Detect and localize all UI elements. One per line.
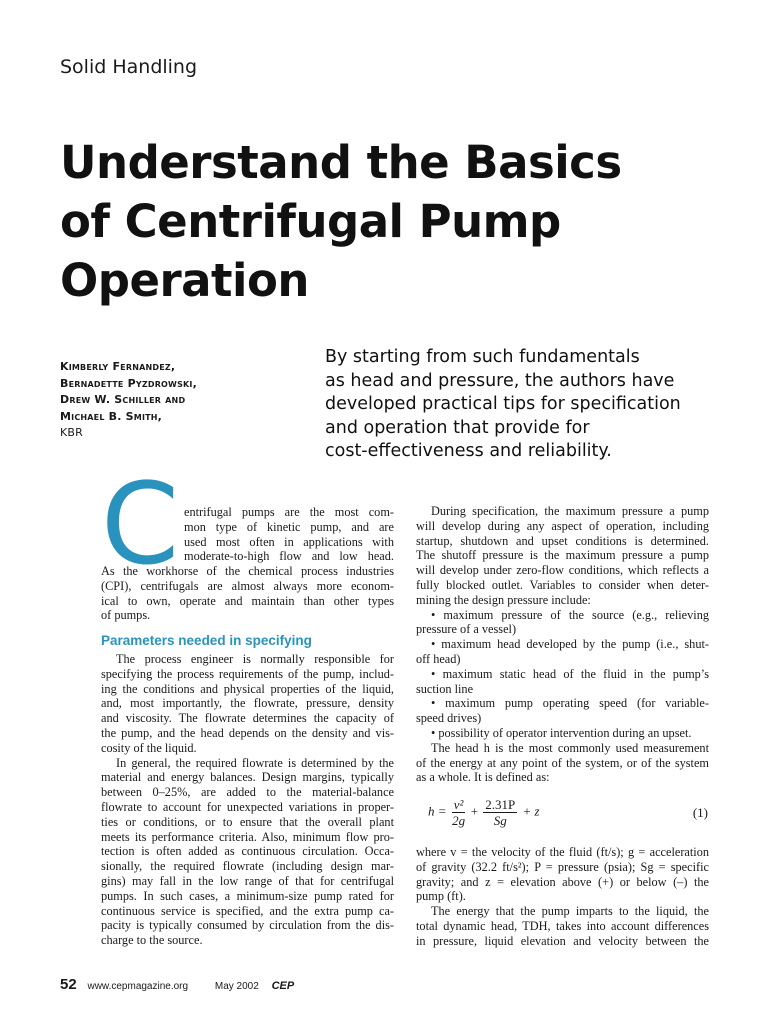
author-line: Drew W. Schiller and — [60, 393, 186, 406]
author-block — [60, 359, 197, 442]
text-line: pumps. In such cases, a minimum-size pump rated for — [101, 888, 394, 903]
text-line: gravity; and z = elevation above (+) or below (–) the — [416, 874, 709, 889]
text-line: (CPI), centrifugals are almost always more econom- — [101, 578, 394, 593]
text-line: suction line — [416, 681, 474, 696]
equation-fraction-pressure — [483, 797, 517, 828]
title-line: Operation — [60, 254, 309, 307]
text-line: as a whole. It is defined as: — [416, 770, 550, 785]
text-line: continuous service is specified, and the extra pump ca- — [101, 903, 394, 918]
text-line: pump (ft). — [416, 889, 466, 904]
bullet-line: • maximum pressure of the source (e.g., relieving — [431, 607, 709, 622]
bullet-line: • maximum pump operating speed (for variable- — [431, 696, 709, 711]
left-column-body — [101, 652, 394, 948]
author-line: Michael B. Smith, — [60, 409, 163, 423]
text-line: The process engineer is normally responsible for — [116, 652, 394, 666]
text-line: mining the design pressure include: — [416, 592, 591, 607]
equation-fraction-velocity — [452, 797, 466, 828]
text-line: of pumps. — [101, 608, 151, 623]
text-line: and, most importantly, the flowrate, pressure, density — [101, 696, 394, 711]
intro-paragraph — [101, 564, 394, 623]
page-footer — [60, 976, 294, 993]
text-line: gins) may fall in the low range of that for centrifugal — [101, 873, 394, 888]
author-line: Kimberly Fernandez, — [60, 360, 176, 373]
author-affiliation: KBR — [60, 426, 84, 439]
text-line: meets its performance criteria. Also, minimum flow pro- — [101, 829, 394, 844]
text-line: the pump, and the head depends on the density and vis- — [101, 725, 394, 740]
text-line: sionally, the required flowrate (including design mar- — [101, 859, 394, 874]
text-line: used most often in applications with — [184, 534, 394, 549]
text-line: in pressure, liquid elevation and velocity between the — [416, 933, 709, 948]
fraction-numerator: v² — [453, 797, 464, 812]
fraction-numerator: 2.31P — [485, 797, 516, 812]
text-line: In general, the required flowrate is determined by the — [116, 755, 394, 770]
text-line: ties or conditions, or to ensure that the overall plant — [101, 814, 394, 829]
text-line: will develop under zero-flow conditions, which reflects a — [416, 563, 709, 578]
text-line: mon type of kinetic pump, and are — [184, 519, 394, 534]
text-line: fully blocked outlet. Variables to consider when deter- — [416, 577, 709, 592]
text-line: material and energy balances. Design margins, typically — [101, 770, 394, 785]
text-line: moderate-to-high flow and low head. — [184, 549, 394, 564]
text-line: will develop during any aspect of operation, including — [416, 518, 709, 533]
text-line: startup, shutdown and upset conditions is determined. — [416, 533, 709, 548]
bullet-line: • maximum head developed by the pump (i.e., shut- — [431, 637, 709, 652]
bullet-line: • possibility of operator intervention during an upset. — [431, 725, 692, 740]
text-line: total dynamic head, TDH, takes into account differences — [416, 918, 709, 933]
drop-cap: C — [101, 460, 180, 590]
equation-lhs: h = — [428, 803, 447, 819]
text-line: of gravity (32.2 ft/s²); P = pressure (psia); Sg = specific — [416, 859, 709, 874]
section-subhead: Parameters needed in specifying — [101, 633, 312, 648]
deck-line: and operation that provide for — [325, 417, 590, 438]
text-line: speed drives) — [416, 711, 482, 726]
text-line: The shutoff pressure is the maximum pressure a pump — [416, 548, 709, 563]
text-line: flowrate to account for unexpected variations in proper- — [101, 799, 394, 814]
text-line: ical to own, operate and maintain than other types — [101, 593, 394, 608]
text-line: charge to the source. — [101, 933, 203, 948]
text-line: tection is often added as continuous circulation. Occa- — [101, 844, 394, 859]
text-line: off head) — [416, 651, 461, 666]
page-number: 52 — [60, 976, 77, 993]
right-column-body-continued — [416, 845, 709, 949]
text-line: where v = the velocity of the fluid (ft/s); g = acceleration — [416, 845, 709, 859]
text-line: During specification, the maximum pressure a pump — [431, 504, 709, 518]
text-line: between 0–25%, are added to the material-balance — [101, 785, 394, 800]
deck-line: cost-effectiveness and reliability. — [325, 441, 612, 461]
text-line: pacity is typically consumed by circulation from the dis- — [101, 918, 394, 933]
text-line: and viscosity. The flowrate determines the capacity of — [101, 711, 394, 726]
author-line: Bernadette Pyzdrowski, — [60, 376, 197, 390]
title-line: Understand the Basics — [60, 136, 622, 189]
footer-url[interactable]: www.cepmagazine.org — [87, 981, 189, 992]
text-line: ing the conditions and physical properties of the liquid, — [101, 681, 394, 696]
text-line: cosity of the liquid. — [101, 740, 197, 755]
bullet-line: • maximum static head of the fluid in the pump’s — [431, 666, 709, 681]
equation-number: (1) — [692, 805, 708, 820]
equation-1 — [428, 797, 708, 837]
fraction-denominator: 2g — [452, 813, 466, 828]
footer-date: May 2002 — [214, 981, 259, 992]
text-line: As the workhorse of the chemical process industries — [101, 564, 394, 578]
right-column-body — [416, 504, 709, 785]
text-line: of the energy at any point of the system, or of the system — [416, 755, 709, 770]
title-line: of Centrifugal Pump — [60, 195, 561, 248]
equation-plus: + — [470, 803, 479, 819]
deck-line: as head and pressure, the authors have — [325, 370, 675, 391]
text-line: specifying the process requirements of the pump, includ- — [101, 666, 394, 681]
deck-line: developed practical tips for specification — [325, 394, 681, 414]
text-line: entrifugal pumps are the most com- — [184, 505, 394, 519]
equation-tail: + z — [522, 803, 540, 819]
intro-paragraph-dropcap — [184, 505, 394, 564]
text-line: The energy that the pump imparts to the liquid, the — [431, 904, 709, 919]
fraction-denominator: Sg — [493, 813, 507, 828]
text-line: The head h is the most commonly used measurement — [431, 740, 709, 755]
article-deck — [325, 346, 725, 464]
section-label: Solid Handling — [60, 56, 198, 78]
text-line: pressure of a vessel) — [416, 622, 517, 637]
article-title — [60, 133, 700, 310]
cep-logo: CEP — [271, 980, 295, 992]
deck-line: By starting from such fundamentals — [325, 347, 640, 367]
